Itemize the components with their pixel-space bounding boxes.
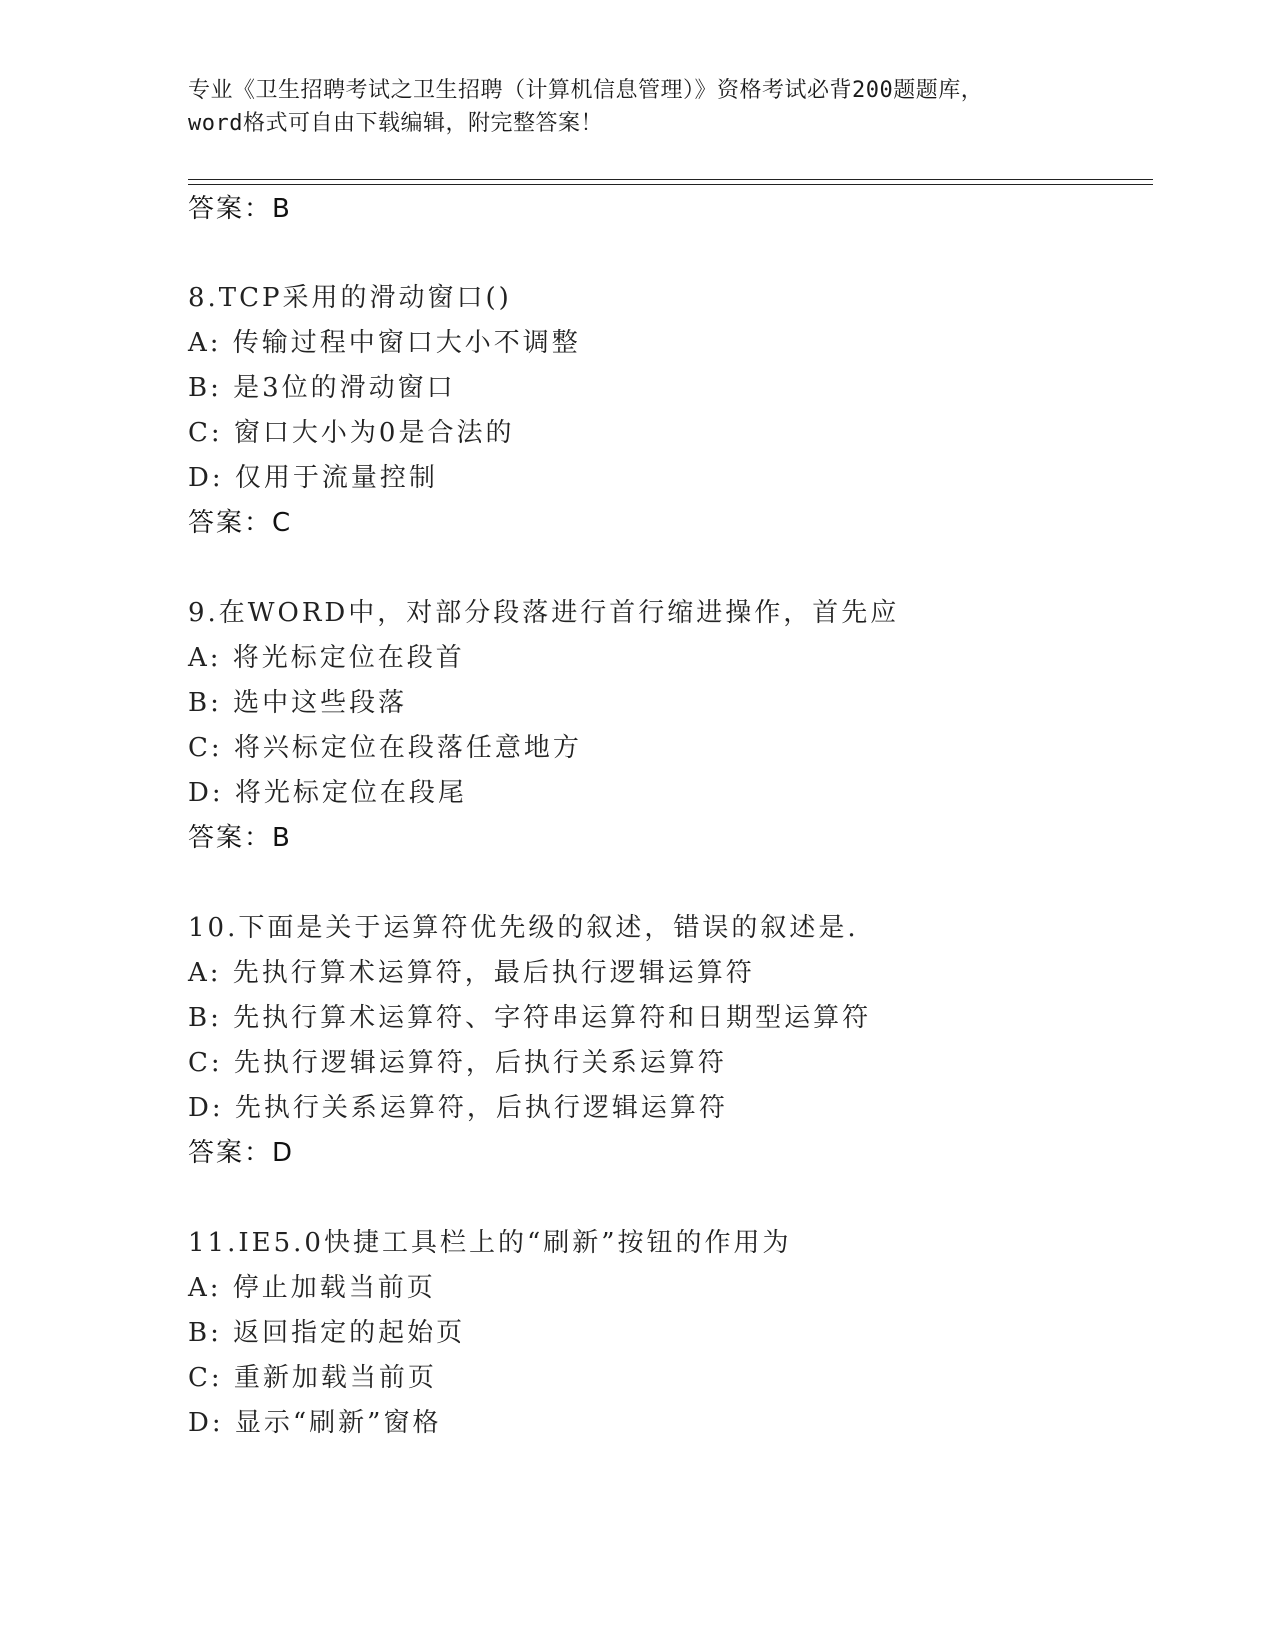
option-a: A: 先执行算术运算符，最后执行逻辑运算符 [188,958,755,988]
option-b: B: 先执行算术运算符、字符串运算符和日期型运算符 [188,1003,872,1033]
question-11: 11.IE5.0快捷工具栏上的“刷新”按钮的作用为 [188,1228,792,1258]
option-b: B: 选中这些段落 [188,688,408,718]
answer-line: 答案：B [188,194,292,224]
option-c: C: 先执行逻辑运算符，后执行关系运算符 [188,1048,727,1078]
header-divider-top [188,179,1153,180]
header-line-1: 专业《卫生招聘考试之卫生招聘（计算机信息管理）》资格考试必背200题题库， [188,78,984,103]
question-9: 9.在WORD中，对部分段落进行首行缩进操作，首先应 [188,598,900,628]
header-line-2: word格式可自由下载编辑，附完整答案！ [188,111,603,136]
document-header [188,74,1088,140]
option-a: A: 停止加载当前页 [188,1273,436,1303]
answer-line: 答案：D [188,1138,295,1168]
option-b: B: 是3位的滑动窗口 [188,373,456,403]
option-d: D: 显示“刷新”窗格 [188,1408,442,1438]
option-c: C: 重新加载当前页 [188,1363,437,1393]
header-divider-bottom [188,184,1153,185]
option-c: C: 将兴标定位在段落任意地方 [188,733,582,763]
option-a: A: 将光标定位在段首 [188,643,465,673]
option-b: B: 返回指定的起始页 [188,1318,466,1348]
answer-line: 答案：B [188,823,292,853]
option-d: D: 将光标定位在段尾 [188,778,467,808]
option-d: D: 先执行关系运算符，后执行逻辑运算符 [188,1093,728,1123]
option-d: D: 仅用于流量控制 [188,463,438,493]
answer-line: 答案：C [188,508,293,538]
option-c: C: 窗口大小为0是合法的 [188,418,515,448]
question-8: 8.TCP采用的滑动窗口() [188,283,512,313]
option-a: A: 传输过程中窗口大小不调整 [188,328,581,358]
question-10: 10.下面是关于运算符优先级的叙述，错误的叙述是. [188,913,859,943]
